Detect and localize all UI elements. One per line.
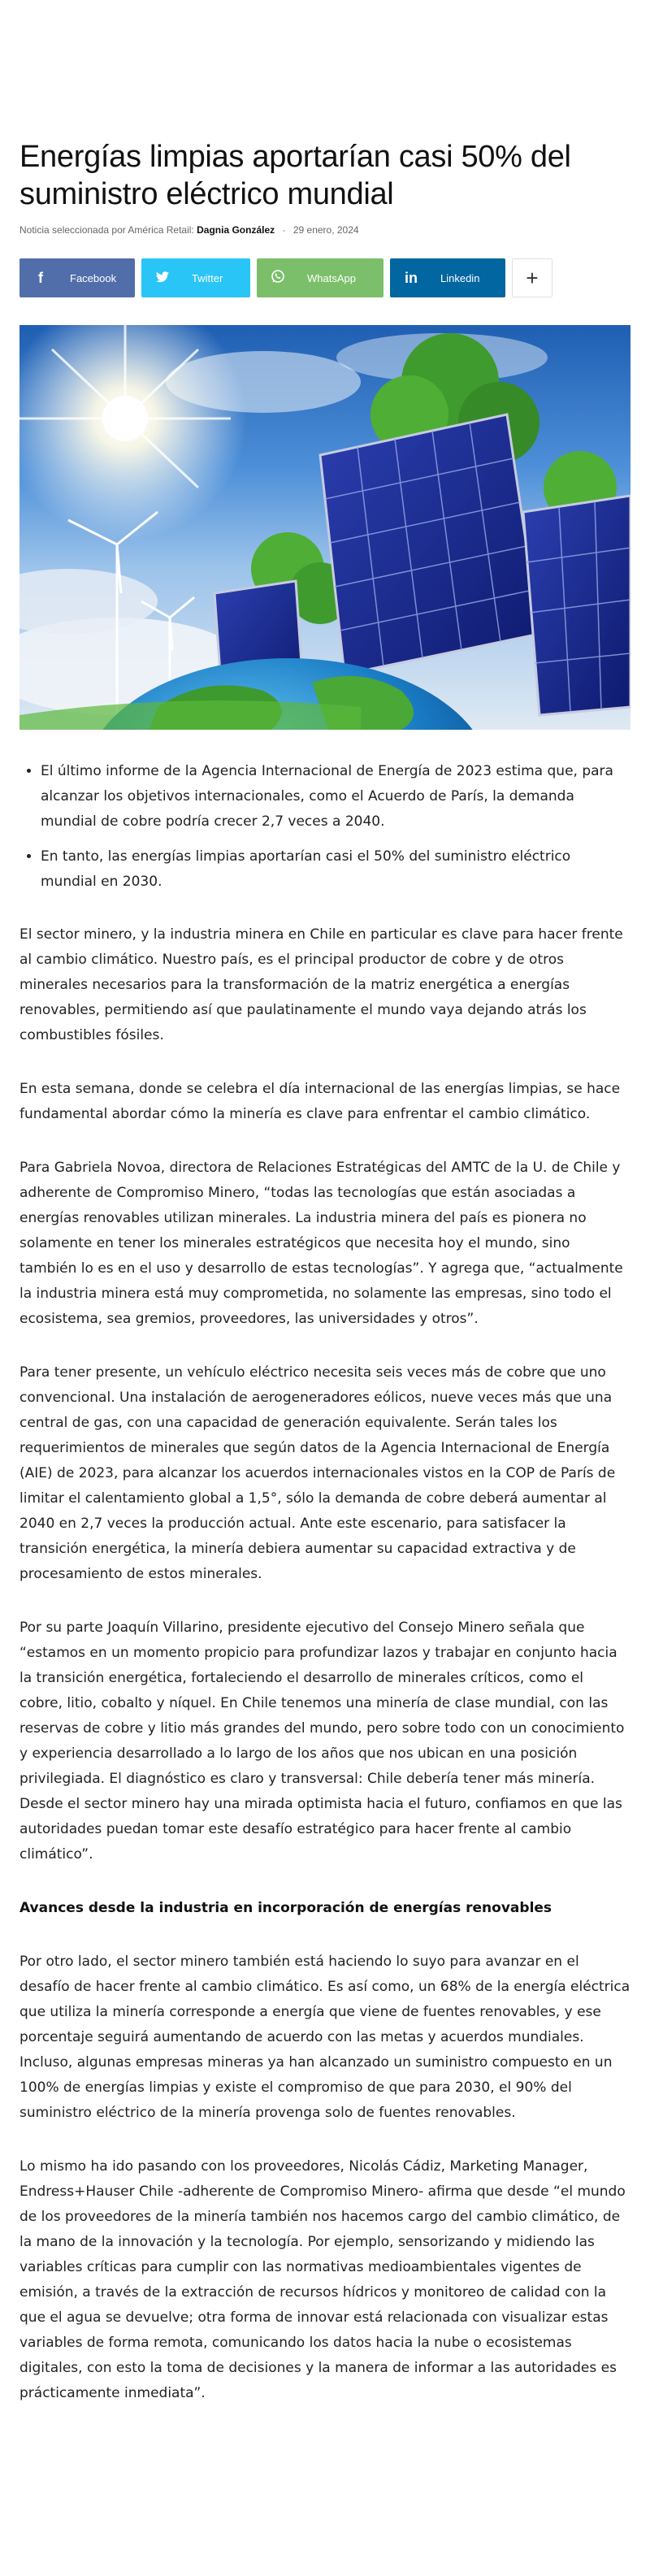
share-bar [20,258,630,297]
whatsapp-icon [257,269,299,288]
paragraph: En esta semana, donde se celebra el día internacional de las energías limpias, se hace fundamental abordar cómo la minería es clave para enfrentar el cambio climático. [20,1081,621,1122]
solar-panels-earth-image [20,325,630,730]
paragraph: El sector minero, y la industria minera en Chile en particular es clave para hacer frente al cambio climático. Nuestro país, es el principal productor de cobre y de otros minerales necesarios para la transformación de la matriz energética a energías renovables, permitiendo así que paulatinamente el mundo vaya dejando atrás los combustibles fósiles. [20,926,623,1043]
page-title: Energías limpias aportarían casi 50% del suministro eléctrico mundial [20,140,571,211]
publish-date: 29 enero, 2024 [292,224,359,236]
paragraph: Para Gabriela Novoa, directora de Relaciones Estratégicas del AMTC de la U. de Chile y adherente de Compromiso Minero, “todas las tecnologías que están asociadas a energías renovables utilizan minerales. La industria minera del país es pionera no solamente en tener los minerales estratégicos que necesita hoy el mundo, sino también lo es en el uso y desarrollo de estas tecnologías”. Y agrega que, “actualmente la industria minera está muy comprometida, no solamente las empresas, sino todo el ecosistema, sea gremios, proveedores, las universidades y otros”. [20,1160,623,1327]
meta-prefix: Noticia seleccionada por América Retail: [20,224,194,236]
twitter-icon [141,270,184,287]
paragraph: Lo mismo ha ido pasando con los proveedores, Nicolás Cádiz, Marketing Manager, Endress+Hauser Chile -adherente de Compromiso Minero- afirma que desde “el mundo de los proveedores de la minería también nos hacemos cargo del cambio climático, de la mano de la innovación y la tecnología. Por ejemplo, sensorizando y midiendo las variables críticas para cumplir con las normativas medioambientales vigentes de emisión, a través de la extracción de recursos hídricos y monitoreo de calidad con la que el agua se devuelve; otra forma de innovar está relacionada con visualizar estas variables de forma remota, comunicando los datos hacia la nube o ecosistemas digitales, con esto la toma de decisiones y la manera de informar a las autoridades es prácticamente inmediata”. [20,2158,626,2401]
paragraph: Para tener presente, un vehículo eléctrico necesita seis veces más de cobre que uno convencional. Una instalación de aerogeneradores eólicos, nueve veces más que una central de gas, con una capacidad de generación equivalente. Serán tales los requerimientos de minerales que según datos de la Agencia Internacional de Energía (AIE) de 2023, para alcanzar los acuerdos internacionales vistos en la COP de París de limitar el calentamiento global a 1,5°, sólo la demanda de cobre deberá aumentar al 2040 en 2,7 veces la producción actual. Ante este escenario, para satisfacer la transición energética, la minería debiera aumentar su capacidad extractiva y de procesamiento de estos minerales. [20,1364,616,1582]
share-twitter-label: Twitter [192,271,223,284]
share-facebook-button[interactable] [20,258,135,297]
meta-separator: - [282,224,286,236]
list-item: • En tanto, las energías limpias aportarían casi el 50% del suministro eléctrico mundial en 2030. [41,844,630,895]
section-heading: Avances desde la industria en incorporación de energías renovables [20,1900,552,1916]
share-whatsapp-label: WhatsApp [307,271,356,284]
article-body [20,922,630,2406]
hero-image [20,325,630,730]
share-linkedin-button[interactable] [390,258,505,297]
article-meta [20,224,630,236]
article [20,138,630,2435]
facebook-icon: f [38,269,43,286]
author-link[interactable]: Dagnia González [197,224,275,236]
share-more-button[interactable] [512,258,552,297]
paragraph: Por otro lado, el sector minero también está haciendo lo suyo para avanzar en el desafío de hacer frente al cambio climático. Es así como, un 68% de la energía eléctrica que utiliza la minería corresponde a energía que viene de fuentes renovables, y ese porcentaje seguirá aumentando de acuerdo con las metas y acuerdos mundiales. Incluso, algunas empresas mineras ya han alcanzado un suministro compuesto en un 100% de energías limpias y existe el compromiso de que para 2030, el 90% del suministro eléctrico de la minería provenga solo de fuentes renovables. [20,1954,630,2121]
list-item: • El último informe de la Agencia Internacional de Energía de 2023 estima que, para alcanzar los objetivos internacionales, como el Acuerdo de París, la demanda mundial de cobre podría crecer 2,7 veces a 2040. [41,759,630,835]
linkedin-icon: in [405,269,418,286]
plus-icon: + [526,265,539,290]
paragraph: Por su parte Joaquín Villarino, presidente ejecutivo del Consejo Minero señala que “estamos en un momento propicio para profundizar lazos y trabajar en conjunto hacia la transición energética, fortaleciendo el desarrollo de minerales críticos, como el cobre, litio, cobalto y níquel. En Chile tenemos una minería de clase mundial, con las reservas de cobre y litio más grandes del mundo, pero sobre todo con un conocimiento y experiencia desarrollado a lo largo de los años que nos ubican en una posición privilegiada. El diagnóstico es claro y transversal: Chile debería tener más minería. Desde el sector minero hay una mirada optimista hacia el futuro, confiamos en que las autoridades puedan tomar este desafío estratégico para hacer frente al cambio climático”. [20,1620,625,1863]
share-twitter-button[interactable] [141,258,250,297]
summary-list [20,759,630,895]
share-linkedin-label: Linkedin [440,271,480,284]
share-facebook-label: Facebook [70,271,117,284]
share-whatsapp-button[interactable] [257,258,384,297]
